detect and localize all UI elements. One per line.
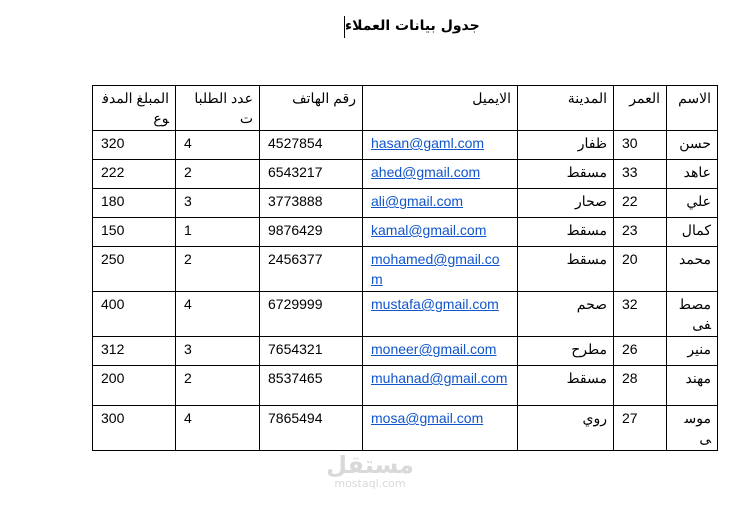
table-row xyxy=(93,337,718,366)
cell-email xyxy=(363,160,518,189)
cell-email xyxy=(363,366,518,406)
cell-orders: 3 xyxy=(176,189,260,218)
cell-name: مهند xyxy=(667,366,718,406)
cell-amount: 250 xyxy=(93,247,176,292)
cell-orders: 3 xyxy=(176,337,260,366)
cell-amount: 200 xyxy=(93,366,176,406)
cell-city: صحم xyxy=(518,292,614,337)
cell-email xyxy=(363,218,518,247)
header-orders-count: عدد الطلبات xyxy=(176,86,260,131)
cell-name: موسى xyxy=(667,406,718,451)
cell-email xyxy=(363,189,518,218)
table-row xyxy=(93,160,718,189)
cell-age: 30 xyxy=(614,131,667,160)
cell-age: 28 xyxy=(614,366,667,406)
cell-email xyxy=(363,292,518,337)
cell-amount: 312 xyxy=(93,337,176,366)
cell-phone: 6543217 xyxy=(260,160,363,189)
cell-name: عاهد xyxy=(667,160,718,189)
cell-email xyxy=(363,337,518,366)
cell-age: 20 xyxy=(614,247,667,292)
cell-phone: 4527854 xyxy=(260,131,363,160)
header-email: الايميل xyxy=(363,86,518,131)
cell-age: 26 xyxy=(614,337,667,366)
table-row xyxy=(93,292,718,337)
cell-phone: 8537465 xyxy=(260,366,363,406)
email-link[interactable]: muhanad@gmail.com xyxy=(371,370,508,386)
cell-orders: 2 xyxy=(176,247,260,292)
table-row xyxy=(93,366,718,406)
cell-city: مسقط xyxy=(518,247,614,292)
cell-amount: 400 xyxy=(93,292,176,337)
cell-name: مصطفى xyxy=(667,292,718,337)
cell-name: منير xyxy=(667,337,718,366)
email-link[interactable]: ali@gmail.com xyxy=(371,193,464,209)
watermark-site: mostaql.com xyxy=(334,477,406,490)
cell-email xyxy=(363,247,518,292)
header-amount-paid: المبلغ المدفوع xyxy=(93,86,176,131)
email-link[interactable]: mohamed@gmail.com xyxy=(371,251,500,287)
email-link[interactable]: ahed@gmail.com xyxy=(371,164,481,180)
cell-amount: 300 xyxy=(93,406,176,451)
cell-phone: 9876429 xyxy=(260,218,363,247)
cell-phone: 6729999 xyxy=(260,292,363,337)
email-link[interactable]: kamal@gmail.com xyxy=(371,222,487,238)
cell-name: محمد xyxy=(667,247,718,292)
cell-amount: 180 xyxy=(93,189,176,218)
cell-orders: 4 xyxy=(176,406,260,451)
cell-age: 33 xyxy=(614,160,667,189)
cell-age: 27 xyxy=(614,406,667,451)
mostaql-watermark xyxy=(315,452,425,490)
header-age: العمر xyxy=(614,86,667,131)
cell-city: مسقط xyxy=(518,366,614,406)
cell-phone: 7865494 xyxy=(260,406,363,451)
cell-amount: 320 xyxy=(93,131,176,160)
cell-email xyxy=(363,131,518,160)
cell-phone: 7654321 xyxy=(260,337,363,366)
cell-orders: 2 xyxy=(176,160,260,189)
cell-city: مسقط xyxy=(518,160,614,189)
header-city: المدينة xyxy=(518,86,614,131)
table-row xyxy=(93,247,718,292)
cell-city: مسقط xyxy=(518,218,614,247)
cell-orders: 1 xyxy=(176,218,260,247)
cell-city: ظفار xyxy=(518,131,614,160)
cell-email xyxy=(363,406,518,451)
cell-phone: 3773888 xyxy=(260,189,363,218)
table-row xyxy=(93,218,718,247)
cell-orders: 4 xyxy=(176,131,260,160)
document-title: جدول بيانات العملاء xyxy=(345,18,480,34)
cell-name: كمال xyxy=(667,218,718,247)
table-row xyxy=(93,406,718,451)
cell-age: 22 xyxy=(614,189,667,218)
email-link[interactable]: mustafa@gmail.com xyxy=(371,296,499,312)
header-phone: رقم الهاتف xyxy=(260,86,363,131)
watermark-logo: مستقل xyxy=(326,451,414,479)
cell-age: 32 xyxy=(614,292,667,337)
cell-orders: 2 xyxy=(176,366,260,406)
cell-city: صحار xyxy=(518,189,614,218)
cell-phone: 2456377 xyxy=(260,247,363,292)
table-header-row xyxy=(93,86,718,131)
cell-name: حسن xyxy=(667,131,718,160)
cell-name: علي xyxy=(667,189,718,218)
cell-amount: 150 xyxy=(93,218,176,247)
email-link[interactable]: moneer@gmail.com xyxy=(371,341,497,357)
cell-city: مطرح xyxy=(518,337,614,366)
email-link[interactable]: mosa@gmail.com xyxy=(371,410,484,426)
cell-amount: 222 xyxy=(93,160,176,189)
table-row xyxy=(93,189,718,218)
header-name: الاسم xyxy=(667,86,718,131)
cell-city: روي xyxy=(518,406,614,451)
customers-table xyxy=(92,85,718,451)
cell-age: 23 xyxy=(614,218,667,247)
table-row xyxy=(93,131,718,160)
email-link[interactable]: hasan@gaml.com xyxy=(371,135,485,151)
cell-orders: 4 xyxy=(176,292,260,337)
